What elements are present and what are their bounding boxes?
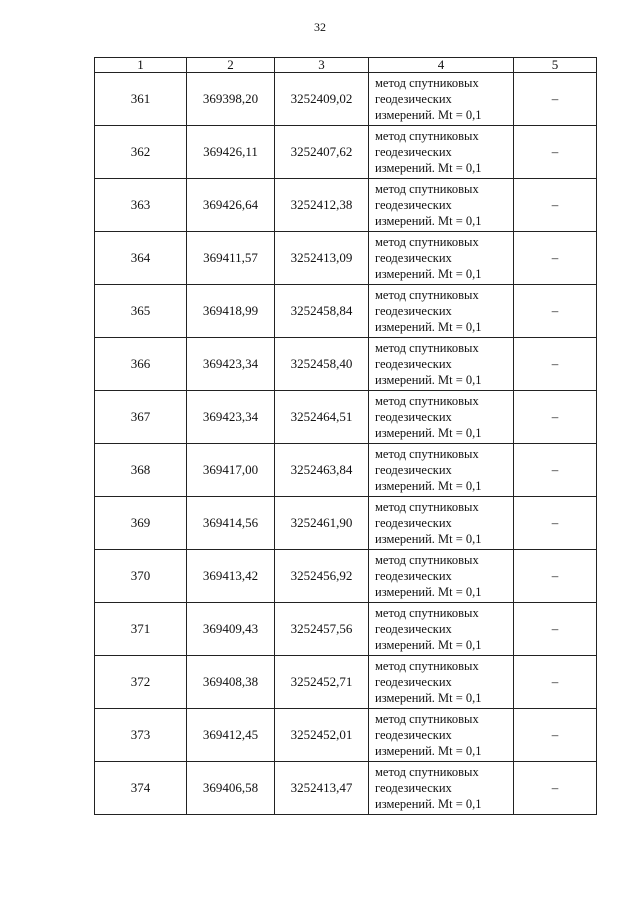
x-coordinate-cell: 369418,99 <box>187 285 275 338</box>
y-coordinate-cell: 3252409,02 <box>275 73 369 126</box>
x-coordinate-cell: 369423,34 <box>187 391 275 444</box>
y-coordinate-cell: 3252458,40 <box>275 338 369 391</box>
method-text-line: метод спутниковых <box>375 341 479 355</box>
table-row <box>95 550 597 603</box>
method-cell <box>369 179 514 232</box>
method-text-line: метод спутниковых <box>375 129 479 143</box>
method-text-line: геодезических <box>375 569 452 583</box>
method-cell <box>369 126 514 179</box>
column-5-cell: – <box>514 126 597 179</box>
point-number-cell: 371 <box>95 603 187 656</box>
y-coordinate-cell: 3252463,84 <box>275 444 369 497</box>
point-number-cell: 373 <box>95 709 187 762</box>
method-cell <box>369 656 514 709</box>
method-cell <box>369 444 514 497</box>
method-text-line: измерений. Mt = 0,1 <box>375 479 482 493</box>
method-text-line: геодезических <box>375 781 452 795</box>
method-text-line: геодезических <box>375 92 452 106</box>
coordinates-table <box>94 57 597 815</box>
method-text-line: измерений. Mt = 0,1 <box>375 744 482 758</box>
column-5-cell: – <box>514 444 597 497</box>
y-coordinate-cell: 3252452,01 <box>275 709 369 762</box>
method-text-line: измерений. Mt = 0,1 <box>375 320 482 334</box>
x-coordinate-cell: 369398,20 <box>187 73 275 126</box>
method-text-line: геодезических <box>375 516 452 530</box>
column-5-cell: – <box>514 73 597 126</box>
point-number-cell: 366 <box>95 338 187 391</box>
header-row <box>95 58 597 73</box>
column-5-cell: – <box>514 232 597 285</box>
method-text-line: измерений. Mt = 0,1 <box>375 585 482 599</box>
x-coordinate-cell: 369423,34 <box>187 338 275 391</box>
column-5-cell: – <box>514 285 597 338</box>
x-coordinate-cell: 369417,00 <box>187 444 275 497</box>
table-row <box>95 444 597 497</box>
column-5-cell: – <box>514 338 597 391</box>
column-5-cell: – <box>514 603 597 656</box>
table-row <box>95 179 597 232</box>
point-number-cell: 363 <box>95 179 187 232</box>
table-row <box>95 285 597 338</box>
method-text-line: геодезических <box>375 728 452 742</box>
page-number: 32 <box>314 20 326 34</box>
method-cell <box>369 232 514 285</box>
column-5-cell: – <box>514 179 597 232</box>
table-row <box>95 656 597 709</box>
x-coordinate-cell: 369413,42 <box>187 550 275 603</box>
y-coordinate-cell: 3252452,71 <box>275 656 369 709</box>
header-col-1: 1 <box>95 58 187 73</box>
method-text-line: геодезических <box>375 251 452 265</box>
table-row <box>95 126 597 179</box>
method-text-line: метод спутниковых <box>375 394 479 408</box>
header-col-3: 3 <box>275 58 369 73</box>
method-text-line: измерений. Mt = 0,1 <box>375 532 482 546</box>
method-text-line: метод спутниковых <box>375 288 479 302</box>
method-cell <box>369 709 514 762</box>
method-cell <box>369 338 514 391</box>
y-coordinate-cell: 3252412,38 <box>275 179 369 232</box>
point-number-cell: 372 <box>95 656 187 709</box>
method-text-line: метод спутниковых <box>375 500 479 514</box>
y-coordinate-cell: 3252407,62 <box>275 126 369 179</box>
point-number-cell: 362 <box>95 126 187 179</box>
table-row <box>95 497 597 550</box>
column-5-cell: – <box>514 497 597 550</box>
table-row <box>95 603 597 656</box>
method-text-line: метод спутниковых <box>375 235 479 249</box>
method-cell <box>369 762 514 815</box>
method-text-line: измерений. Mt = 0,1 <box>375 161 482 175</box>
method-text-line: геодезических <box>375 357 452 371</box>
table-header <box>95 58 597 73</box>
x-coordinate-cell: 369412,45 <box>187 709 275 762</box>
y-coordinate-cell: 3252457,56 <box>275 603 369 656</box>
point-number-cell: 361 <box>95 73 187 126</box>
method-text-line: метод спутниковых <box>375 765 479 779</box>
method-text-line: измерений. Mt = 0,1 <box>375 797 482 811</box>
method-text-line: метод спутниковых <box>375 76 479 90</box>
x-coordinate-cell: 369414,56 <box>187 497 275 550</box>
table-row <box>95 709 597 762</box>
point-number-cell: 374 <box>95 762 187 815</box>
method-cell <box>369 497 514 550</box>
method-text-line: измерений. Mt = 0,1 <box>375 214 482 228</box>
method-text-line: геодезических <box>375 463 452 477</box>
point-number-cell: 364 <box>95 232 187 285</box>
y-coordinate-cell: 3252413,09 <box>275 232 369 285</box>
method-cell <box>369 391 514 444</box>
method-cell <box>369 550 514 603</box>
table-row <box>95 73 597 126</box>
x-coordinate-cell: 369409,43 <box>187 603 275 656</box>
point-number-cell: 368 <box>95 444 187 497</box>
point-number-cell: 370 <box>95 550 187 603</box>
x-coordinate-cell: 369408,38 <box>187 656 275 709</box>
method-text-line: измерений. Mt = 0,1 <box>375 373 482 387</box>
column-5-cell: – <box>514 391 597 444</box>
y-coordinate-cell: 3252413,47 <box>275 762 369 815</box>
method-cell <box>369 603 514 656</box>
method-text-line: измерений. Mt = 0,1 <box>375 108 482 122</box>
method-text-line: измерений. Mt = 0,1 <box>375 691 482 705</box>
method-text-line: метод спутниковых <box>375 553 479 567</box>
column-5-cell: – <box>514 550 597 603</box>
method-text-line: метод спутниковых <box>375 659 479 673</box>
x-coordinate-cell: 369406,58 <box>187 762 275 815</box>
method-text-line: геодезических <box>375 198 452 212</box>
column-5-cell: – <box>514 762 597 815</box>
y-coordinate-cell: 3252461,90 <box>275 497 369 550</box>
method-text-line: метод спутниковых <box>375 447 479 461</box>
header-col-5: 5 <box>514 58 597 73</box>
header-col-4: 4 <box>369 58 514 73</box>
method-text-line: измерений. Mt = 0,1 <box>375 426 482 440</box>
method-text-line: метод спутниковых <box>375 182 479 196</box>
y-coordinate-cell: 3252464,51 <box>275 391 369 444</box>
column-5-cell: – <box>514 709 597 762</box>
x-coordinate-cell: 369411,57 <box>187 232 275 285</box>
x-coordinate-cell: 369426,11 <box>187 126 275 179</box>
method-text-line: геодезических <box>375 410 452 424</box>
method-text-line: геодезических <box>375 145 452 159</box>
x-coordinate-cell: 369426,64 <box>187 179 275 232</box>
method-text-line: геодезических <box>375 304 452 318</box>
method-cell <box>369 285 514 338</box>
table-row <box>95 762 597 815</box>
point-number-cell: 367 <box>95 391 187 444</box>
point-number-cell: 365 <box>95 285 187 338</box>
y-coordinate-cell: 3252458,84 <box>275 285 369 338</box>
method-text-line: геодезических <box>375 622 452 636</box>
table-row <box>95 232 597 285</box>
y-coordinate-cell: 3252456,92 <box>275 550 369 603</box>
method-text-line: метод спутниковых <box>375 606 479 620</box>
method-text-line: геодезических <box>375 675 452 689</box>
table-body <box>95 73 597 815</box>
column-5-cell: – <box>514 656 597 709</box>
method-text-line: измерений. Mt = 0,1 <box>375 267 482 281</box>
table-row <box>95 391 597 444</box>
header-col-2: 2 <box>187 58 275 73</box>
method-text-line: измерений. Mt = 0,1 <box>375 638 482 652</box>
table-row <box>95 338 597 391</box>
method-cell <box>369 73 514 126</box>
method-text-line: метод спутниковых <box>375 712 479 726</box>
point-number-cell: 369 <box>95 497 187 550</box>
